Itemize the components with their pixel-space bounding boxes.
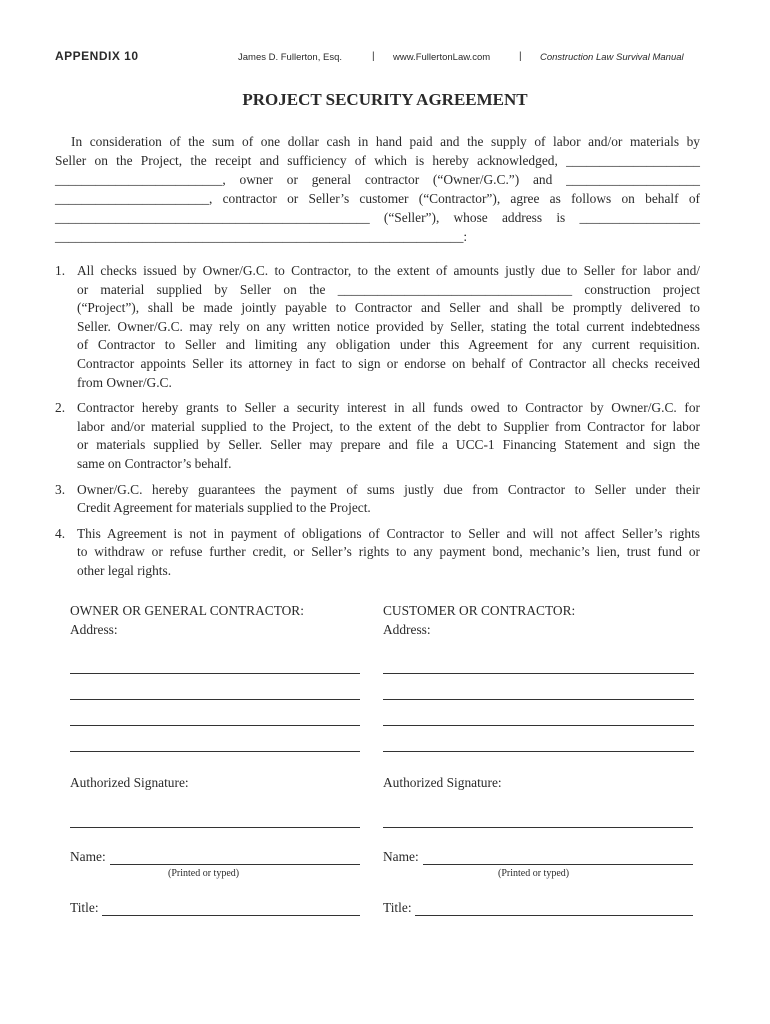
document-title: PROJECT SECURITY AGREEMENT [242, 90, 528, 109]
author-name: James D. Fullerton, Esq. [238, 52, 343, 63]
appendix-label: APPENDIX 10 [55, 49, 139, 63]
customer-address-line-3[interactable] [383, 725, 694, 726]
header-separator: | [519, 51, 522, 62]
customer-signature-line[interactable] [383, 827, 693, 828]
term-line: Owner/G.C. hereby guarantees the payment of sums justly due from Contractor to Seller under their [77, 481, 700, 497]
term-number: 1. [55, 263, 66, 278]
intro-line: In consideration of the sum of one dollar cash in hand paid and the supply of labor and/or materials by [71, 134, 700, 149]
owner-signature-block [70, 603, 362, 923]
owner-title-label: Title: [70, 900, 99, 915]
owner-name-line[interactable] [110, 864, 360, 865]
term-line: Credit Agreement for materials supplied to the Project. [77, 500, 371, 516]
owner-address-line-1[interactable] [70, 673, 360, 674]
owner-heading: OWNER OR GENERAL CONTRACTOR: [70, 603, 304, 618]
term-number: 3. [55, 481, 66, 497]
intro-line: _____________________________________________________________: [55, 229, 468, 244]
term-line: other legal rights. [77, 562, 172, 578]
customer-address-line-2[interactable] [383, 699, 694, 700]
term-line: to withdraw or refuse further credit, or Seller’s rights to any payment bond, mechanic’s lien, trust fund or [77, 544, 700, 560]
term-line: All checks issued by Owner/G.C. to Contractor, to the extent of amounts justly due to Seller for labor and/ [77, 263, 700, 278]
term-item [55, 525, 700, 581]
owner-address-line-3[interactable] [70, 725, 360, 726]
term-line: Contractor hereby grants to Seller a security interest in all funds owed to Contractor by Owner/G.C. for [77, 400, 700, 416]
intro-paragraph [55, 132, 700, 246]
agreement-terms-list [55, 262, 700, 588]
term-line: (“Project”), shall be made jointly payable to Contractor and Seller and shall be promptly delivered to [77, 300, 700, 316]
term-line: labor and/or material supplied to the Project, to the extent of the debt to Supplier from Contractor for labor [77, 418, 700, 434]
owner-address-line-4[interactable] [70, 751, 360, 752]
term-line: same on Contractor’s behalf. [77, 455, 232, 471]
customer-signature-block [383, 603, 698, 923]
customer-address-label: Address: [383, 622, 431, 637]
term-line: or material supplied by Seller on the ___________________________________ construction project [77, 281, 700, 297]
term-number: 4. [55, 525, 66, 541]
customer-name-label: Name: [383, 849, 419, 864]
term-line: from Owner/G.C. [77, 374, 172, 390]
owner-signature-label: Authorized Signature: [70, 775, 189, 790]
customer-heading: CUSTOMER OR CONTRACTOR: [383, 603, 576, 618]
term-item [55, 481, 700, 518]
book-title: Construction Law Survival Manual [540, 52, 684, 63]
term-line: Seller. Owner/G.C. may rely on any written notice provided by Seller, stating the total current indebtedness [77, 318, 700, 334]
owner-name-label: Name: [70, 849, 106, 864]
owner-title-line[interactable] [102, 915, 360, 916]
customer-address-line-1[interactable] [383, 673, 694, 674]
owner-signature-line[interactable] [70, 827, 360, 828]
customer-signature-label: Authorized Signature: [383, 775, 502, 790]
term-item [55, 262, 700, 392]
customer-title-label: Title: [383, 900, 412, 915]
customer-printed-note: (Printed or typed) [498, 868, 570, 879]
header-separator: | [372, 51, 375, 62]
owner-printed-note: (Printed or typed) [168, 868, 240, 879]
owner-address-line-2[interactable] [70, 699, 360, 700]
intro-line: Seller on the Project, the receipt and sufficiency of which is hereby acknowledged, ____________________ [55, 153, 700, 168]
intro-line: _______________________________________________ (“Seller”), whose address is __________________ [55, 210, 700, 225]
term-line: Contractor appoints Seller its attorney in fact to sign or endorse on behalf of Contractor all checks received [77, 355, 700, 371]
website-link[interactable]: www.FullertonLaw.com [393, 52, 491, 63]
term-line: This Agreement is not in payment of obligations of Contractor to Seller and will not affect Seller’s rights [77, 525, 700, 541]
term-line: or materials supplied by Seller. Seller may prepare and file a UCC-1 Financing Statement and sign the [77, 437, 700, 453]
customer-address-line-4[interactable] [383, 751, 694, 752]
owner-address-label: Address: [70, 622, 118, 637]
term-line: of Contractor to Seller and limiting any obligation under this Agreement for any current requisition. [77, 337, 700, 353]
intro-line: _________________________, owner or general contractor (“Owner/G.C.”) and ____________________ [55, 172, 700, 187]
customer-name-line[interactable] [423, 864, 693, 865]
term-number: 2. [55, 400, 66, 416]
term-item [55, 399, 700, 473]
customer-title-line[interactable] [415, 915, 693, 916]
page-header [0, 49, 770, 67]
intro-line: _______________________, contractor or Seller’s customer (“Contractor”), agree as follows on behalf of [55, 191, 700, 206]
